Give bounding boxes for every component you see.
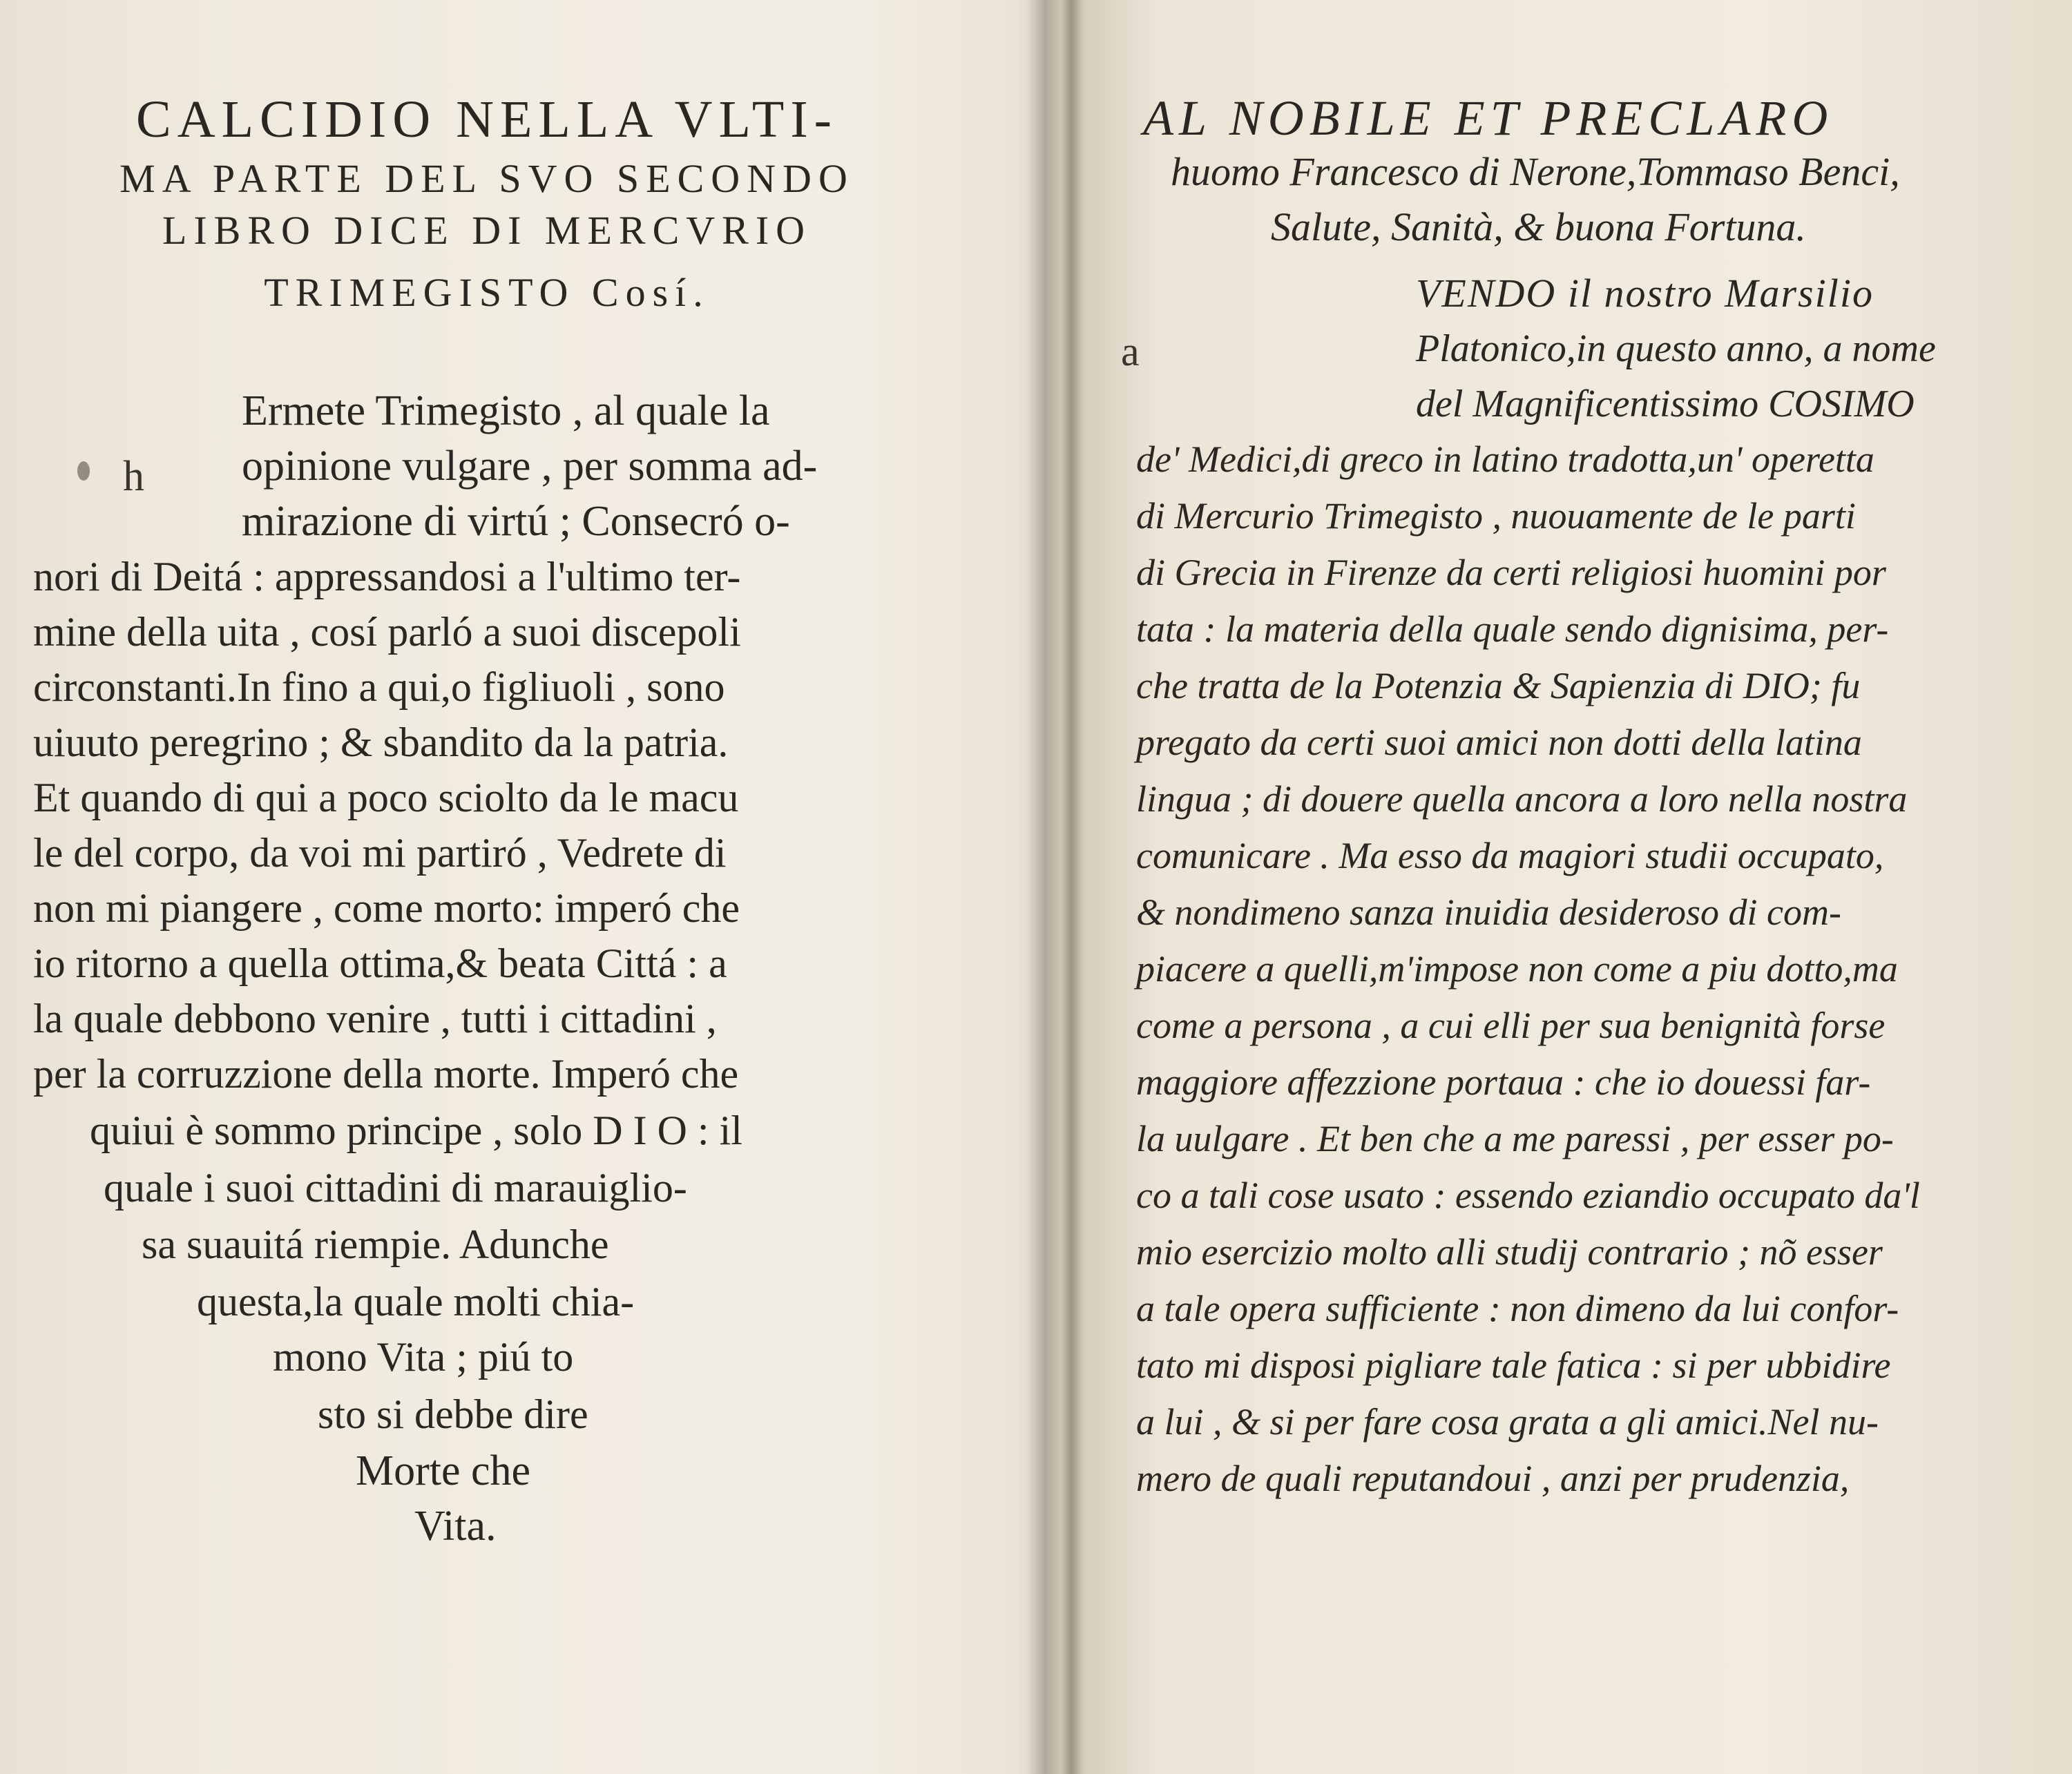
- text-line: tato mi disposi pigliare tale fatica : si per ubbidire: [1136, 1344, 1891, 1386]
- text-line: circonstanti.In fino a qui,o figliuoli , sono: [33, 664, 725, 710]
- text-line: quiui è sommo principe , solo D I O : il: [90, 1108, 742, 1153]
- heading-line-4: TRIMEGISTO Cosí.: [264, 270, 710, 315]
- ink-blot: [77, 461, 90, 481]
- text-line: de' Medici,di greco in latino tradotta,un' operetta: [1136, 438, 1874, 480]
- text-line: sto si debbe dire: [318, 1391, 588, 1437]
- text-line: piacere a quelli,m'impose non come a piu dotto,ma: [1136, 948, 1898, 990]
- text-line: opinione vulgare , per somma ad-: [242, 443, 818, 490]
- text-line: nori di Deitá : appressandosi a l'ultimo ter-: [33, 554, 741, 599]
- text-line: questa,la quale molti chia-: [197, 1279, 635, 1324]
- text-line: di Grecia in Firenze da certi religiosi huomini por: [1136, 552, 1886, 593]
- text-line: Morte che: [356, 1447, 531, 1494]
- heading-line-1: CALCIDIO NELLA VLTI-: [136, 90, 838, 148]
- text-line: mirazione di virtú ; Consecró o-: [242, 498, 790, 545]
- dedication-title-line-1: AL NOBILE ET PRECLARO: [1143, 90, 1834, 146]
- guide-letter: h: [123, 453, 144, 500]
- text-line: che tratta de la Potenzia & Sapienzia di DIO; fu: [1136, 665, 1861, 706]
- text-line: la quale debbono venire , tutti i cittadini ,: [33, 996, 717, 1041]
- text-line: mero de quali reputandoui , anzi per prudenzia,: [1136, 1458, 1850, 1499]
- text-line: comunicare . Ma esso da magiori studii occupato,: [1136, 835, 1884, 876]
- text-line: come a persona , a cui elli per sua benignità forse: [1136, 1005, 1886, 1046]
- heading-line-3: LIBRO DICE DI MERCVRIO: [162, 208, 812, 253]
- heading-line-2: MA PARTE DEL SVO SECONDO: [119, 156, 854, 201]
- text-line: le del corpo, da voi mi partiró , Vedrete di: [33, 830, 727, 876]
- text-line: Platonico,in questo anno, a nome: [1416, 327, 1936, 370]
- text-line: per la corruzzione della morte. Imperó che: [33, 1051, 739, 1097]
- dedication-title-line-2: huomo Francesco di Nerone,Tommaso Benci,: [1171, 149, 1900, 194]
- text-line: lingua ; di douere quella ancora a loro nella nostra: [1136, 778, 1908, 820]
- text-line: & nondimeno sanza inuidia desideroso di com-: [1136, 891, 1841, 933]
- text-line: io ritorno a quella ottima,& beata Cittá : a: [33, 941, 727, 986]
- text-line: mio esercizio molto alli studij contrario ; nõ esser: [1136, 1231, 1883, 1273]
- dedication-title-line-3: Salute, Sanità, & buona Fortuna.: [1271, 204, 1806, 249]
- text-line: Ermete Trimegisto , al quale la: [242, 387, 770, 434]
- text-line: a tale opera sufficiente : non dimeno da lui confor-: [1136, 1288, 1899, 1329]
- text-line: uiuuto peregrino ; & sbandito da la patria.: [33, 720, 729, 765]
- text-line: Et quando di qui a poco sciolto da le macu: [33, 775, 739, 820]
- text-line: sa suauitá riempie. Adunche: [142, 1222, 609, 1267]
- text-line: Vita.: [414, 1503, 497, 1550]
- text-line: del Magnificentissimo COSIMO: [1416, 383, 1915, 425]
- text-line: co a tali cose usato : essendo eziandio occupato da'l: [1136, 1175, 1920, 1216]
- text-line: la uulgare . Et ben che a me paressi , per esser po-: [1136, 1118, 1894, 1159]
- text-line: quale i suoi cittadini di marauiglio-: [104, 1165, 687, 1211]
- text-line: a lui , & si per fare cosa grata a gli amici.Nel nu-: [1136, 1401, 1879, 1443]
- guide-letter: a: [1121, 329, 1140, 374]
- text-line: non mi piangere , come morto: imperó che: [33, 885, 740, 931]
- text-line: pregato da certi suoi amici non dotti della latina: [1136, 722, 1862, 763]
- text-line: di Mercurio Trimegisto , nuouamente de le parti: [1136, 495, 1856, 537]
- text-line: maggiore affezzione portaua : che io douessi far-: [1136, 1061, 1871, 1103]
- left-page: [0, 0, 1029, 1774]
- text-line: tata : la materia della quale sendo dignisima, per-: [1136, 608, 1889, 650]
- text-line: mono Vita ; piú to: [273, 1334, 574, 1380]
- right-page: [1053, 0, 2072, 1774]
- text-line: mine della uita , cosí parló a suoi discepoli: [33, 609, 741, 655]
- text-line: VENDO il nostro Marsilio: [1416, 271, 1874, 316]
